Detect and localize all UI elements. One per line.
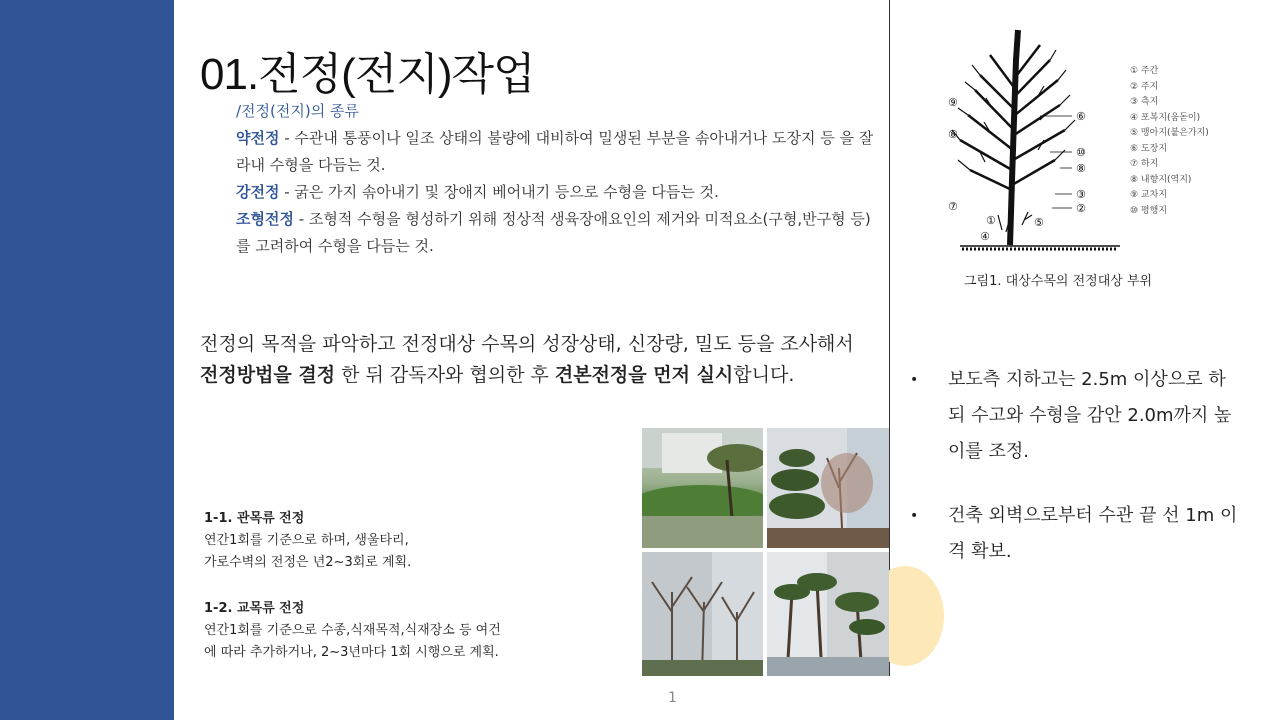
marker-label: ⑤ — [1034, 216, 1044, 229]
left-accent-band — [0, 0, 174, 720]
section-line: 가로수벽의 전정은 년2~3회로 계획. — [204, 555, 412, 570]
figure-caption: 그림1. 대상수목의 전정대상 부위 — [964, 274, 1153, 289]
purpose-text: 한 뒤 감독자와 협의한 후 — [335, 364, 555, 386]
type-item — [236, 206, 876, 260]
legend-item: ① 주간 — [1130, 66, 1159, 76]
purpose-text: 합니다. — [733, 364, 795, 386]
page-number: 1 — [668, 690, 677, 706]
types-subheading: /전정(전지)의 종류 — [236, 102, 359, 120]
shrub-pruning-section — [204, 508, 624, 574]
section-line: 연간1회를 기준으로 하며, 생울타리, — [204, 533, 409, 548]
tree-pruning-section — [204, 598, 624, 664]
legend-item: ⑦ 하지 — [1130, 159, 1159, 169]
marker-label: ⑧ — [1076, 162, 1086, 175]
bullet-dot: • — [910, 508, 919, 524]
type-desc: - 수관내 통풍이나 일조 상태의 불량에 대비하여 밀생된 부분을 솎아내거나 도장지 등 을 잘라내 수형을 다듬는 것. — [236, 129, 874, 174]
purpose-paragraph — [200, 329, 860, 391]
legend-item: ② 주지 — [1130, 81, 1159, 92]
legend-item: ⑨ 교차지 — [1130, 190, 1168, 200]
type-desc: - 굵은 가지 솎아내기 및 장애지 베어내기 등으로 수형을 다듬는 것. — [279, 183, 719, 201]
section-line: 에 따라 추가하거나, 2~3년마다 1회 시행으로 계획. — [204, 645, 499, 660]
marker-label: ⑩ — [1076, 146, 1086, 159]
type-item — [236, 179, 876, 206]
section-heading: 1-1. 관목류 전정 — [204, 511, 305, 526]
photo-hedge — [642, 428, 763, 548]
bullet-item — [910, 362, 1240, 470]
legend-item: ③ 측지 — [1130, 97, 1159, 107]
purpose-text: 전정의 목적을 파악하고 전정대상 수목의 성장상태, 신장량, 밀도 등을 조사해서 — [200, 333, 854, 355]
photo-topiary — [767, 428, 889, 548]
photo-pine-trees — [767, 552, 889, 676]
bullet-item — [910, 498, 1240, 570]
photo-grid — [642, 428, 889, 676]
bullet-text: 보도측 지하고는 2.5m 이상으로 하되 수고와 수형을 감안 2.0m까지 높이를 조정. — [948, 369, 1232, 462]
marker-label: ⑧ — [948, 128, 958, 141]
legend-item: ⑥ 도장지 — [1130, 143, 1168, 154]
marker-label: ⑨ — [948, 96, 958, 109]
photo-pruned-trees — [642, 552, 763, 676]
legend-item: ⑩ 평행지 — [1130, 205, 1168, 216]
marker-label: ⑥ — [1076, 110, 1086, 123]
bullet-list — [910, 362, 1240, 570]
marker-label: ① — [986, 214, 996, 227]
diagram-legend — [1130, 64, 1209, 219]
bullet-dot: • — [910, 372, 919, 388]
type-term: 조형전정 — [236, 210, 294, 228]
slide-title: 01.전정(전지)작업 — [200, 50, 535, 99]
marker-label: ③ — [1076, 188, 1086, 201]
legend-item: ⑤ 맹아지(붙은가지) — [1130, 128, 1209, 138]
marker-label: ④ — [980, 230, 990, 243]
legend-item: ⑧ 내향지(역지) — [1130, 174, 1192, 185]
type-term: 강전정 — [236, 183, 280, 201]
type-desc: - 조형적 수형을 형성하기 위해 정상적 생육장애요인의 제거와 미적요소(구형,반구형 등)를 고려하여 수형을 다듬는 것. — [236, 210, 871, 255]
purpose-emphasis: 전정방법을 결정 — [200, 364, 336, 386]
type-term: 약전정 — [236, 129, 280, 147]
marker-label: ⑦ — [948, 200, 958, 213]
bullet-text: 건축 외벽으로부터 수관 끝 선 1m 이격 확보. — [948, 505, 1238, 562]
marker-label: ② — [1076, 202, 1086, 215]
purpose-emphasis: 견본전정을 먼저 실시 — [554, 364, 734, 386]
type-item — [236, 125, 876, 179]
pruning-types — [236, 98, 876, 260]
legend-item: ④ 포복지(움돋이) — [1130, 112, 1201, 123]
section-heading: 1-2. 교목류 전정 — [204, 601, 305, 616]
section-line: 연간1회를 기준으로 수종,식재목적,식재장소 등 여건 — [204, 623, 501, 638]
